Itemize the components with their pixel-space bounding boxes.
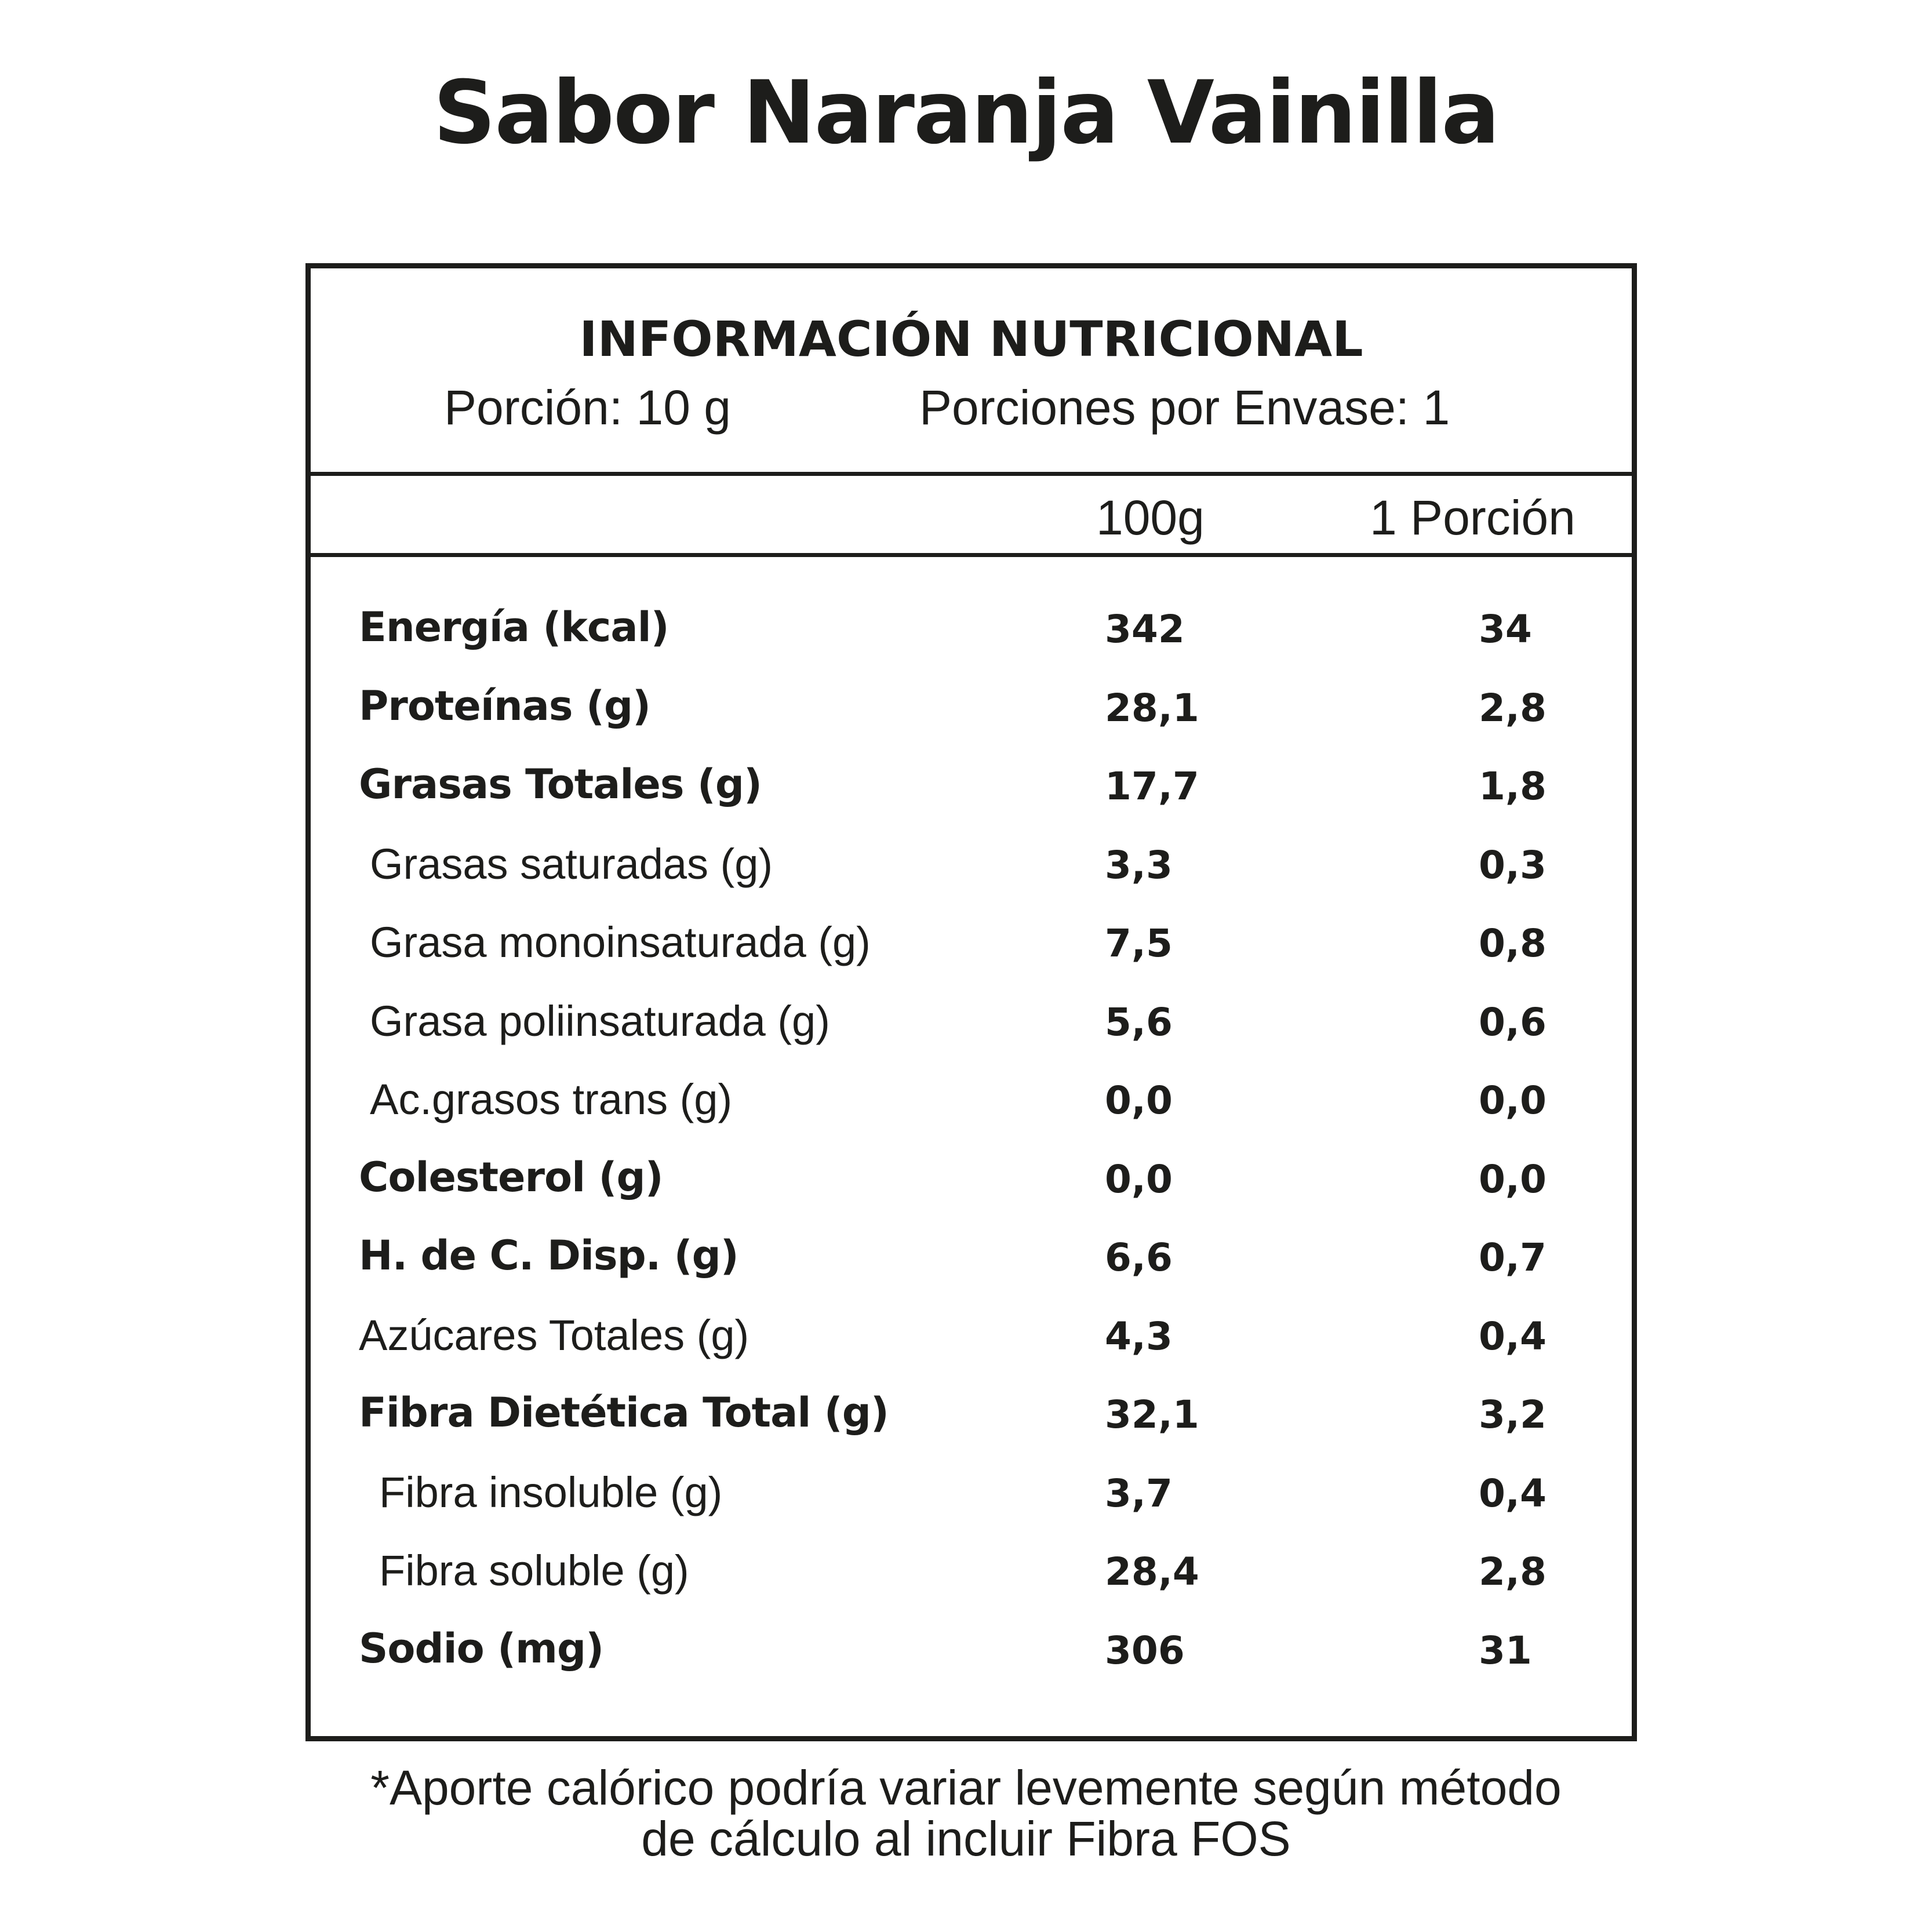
value-100g: 5,6	[1105, 999, 1173, 1045]
table-row	[311, 1389, 1632, 1471]
value-100g: 0,0	[1105, 1078, 1173, 1123]
value-portion: 1,8	[1479, 764, 1547, 809]
nutrient-label: Grasa monoinsaturada (g)	[370, 918, 871, 966]
nutrient-label: Fibra insoluble (g)	[379, 1468, 723, 1516]
column-header-portion: 1 Porción	[1370, 490, 1576, 545]
panel-header	[311, 268, 1632, 476]
nutrient-rows	[311, 603, 1632, 1707]
value-100g: 342	[1105, 607, 1185, 652]
value-portion: 2,8	[1479, 1549, 1547, 1594]
nutrient-label: H. de C. Disp. (g)	[359, 1232, 738, 1279]
nutrient-label: Azúcares Totales (g)	[359, 1311, 749, 1359]
value-100g: 7,5	[1105, 921, 1173, 966]
column-header-100g: 100g	[1096, 490, 1205, 545]
column-header-row	[311, 476, 1632, 557]
table-row	[311, 603, 1632, 686]
product-title: Sabor Naranja Vainilla	[433, 63, 1499, 163]
nutrient-label: Proteínas (g)	[359, 682, 651, 730]
servings-per-container: Porciones por Envase: 1	[919, 380, 1450, 435]
table-row	[311, 1153, 1632, 1236]
table-row	[311, 1549, 1632, 1628]
table-row	[311, 1232, 1632, 1314]
value-100g: 3,3	[1105, 842, 1173, 887]
footnote	[0, 1762, 1932, 1864]
value-100g: 32,1	[1105, 1392, 1199, 1437]
portion-size: Porción: 10 g	[444, 380, 731, 435]
nutrient-label: Colesterol (g)	[359, 1153, 663, 1201]
value-portion: 0,4	[1479, 1471, 1547, 1516]
value-100g: 0,0	[1105, 1156, 1173, 1202]
value-portion: 31	[1479, 1628, 1532, 1673]
table-row	[311, 918, 1632, 1000]
nutrient-label: Ac.grasos trans (g)	[370, 1075, 733, 1123]
value-100g: 4,3	[1105, 1314, 1173, 1359]
value-portion: 0,6	[1479, 999, 1547, 1045]
nutrient-label: Grasa poliinsaturada (g)	[370, 996, 830, 1045]
value-100g: 306	[1105, 1628, 1185, 1673]
table-row	[311, 1075, 1632, 1157]
table-row	[311, 1468, 1632, 1550]
value-portion: 34	[1479, 607, 1532, 652]
nutrient-label: Fibra soluble (g)	[379, 1547, 689, 1595]
value-portion: 0,3	[1479, 842, 1547, 887]
nutrition-facts-panel	[305, 263, 1637, 1741]
value-100g: 28,1	[1105, 685, 1199, 730]
table-row	[311, 761, 1632, 843]
nutrient-label: Fibra Dietética Total (g)	[359, 1389, 889, 1436]
value-portion: 3,2	[1479, 1392, 1547, 1437]
value-portion: 0,8	[1479, 921, 1547, 966]
nutrient-label: Grasas saturadas (g)	[370, 839, 773, 888]
nutrient-label: Energía (kcal)	[359, 603, 669, 651]
table-row	[311, 1624, 1632, 1707]
nutrient-label: Grasas Totales (g)	[359, 761, 762, 808]
value-portion: 2,8	[1479, 685, 1547, 730]
footnote-line-1: *Aporte calórico podría variar levemente según método	[370, 1760, 1562, 1815]
value-portion: 0,4	[1479, 1314, 1547, 1359]
value-portion: 0,0	[1479, 1156, 1547, 1202]
table-row	[311, 996, 1632, 1079]
table-row	[311, 839, 1632, 922]
value-100g: 6,6	[1105, 1235, 1173, 1280]
footnote-line-2: de cálculo al incluir Fibra FOS	[641, 1811, 1291, 1866]
nutrient-label: Sodio (mg)	[359, 1624, 604, 1672]
value-100g: 28,4	[1105, 1549, 1199, 1594]
value-100g: 17,7	[1105, 764, 1199, 809]
panel-heading: INFORMACIÓN NUTRICIONAL	[579, 311, 1363, 368]
value-100g: 3,7	[1105, 1471, 1173, 1516]
table-row	[311, 682, 1632, 765]
value-portion: 0,0	[1479, 1078, 1547, 1123]
table-row	[311, 1311, 1632, 1393]
value-portion: 0,7	[1479, 1235, 1547, 1280]
